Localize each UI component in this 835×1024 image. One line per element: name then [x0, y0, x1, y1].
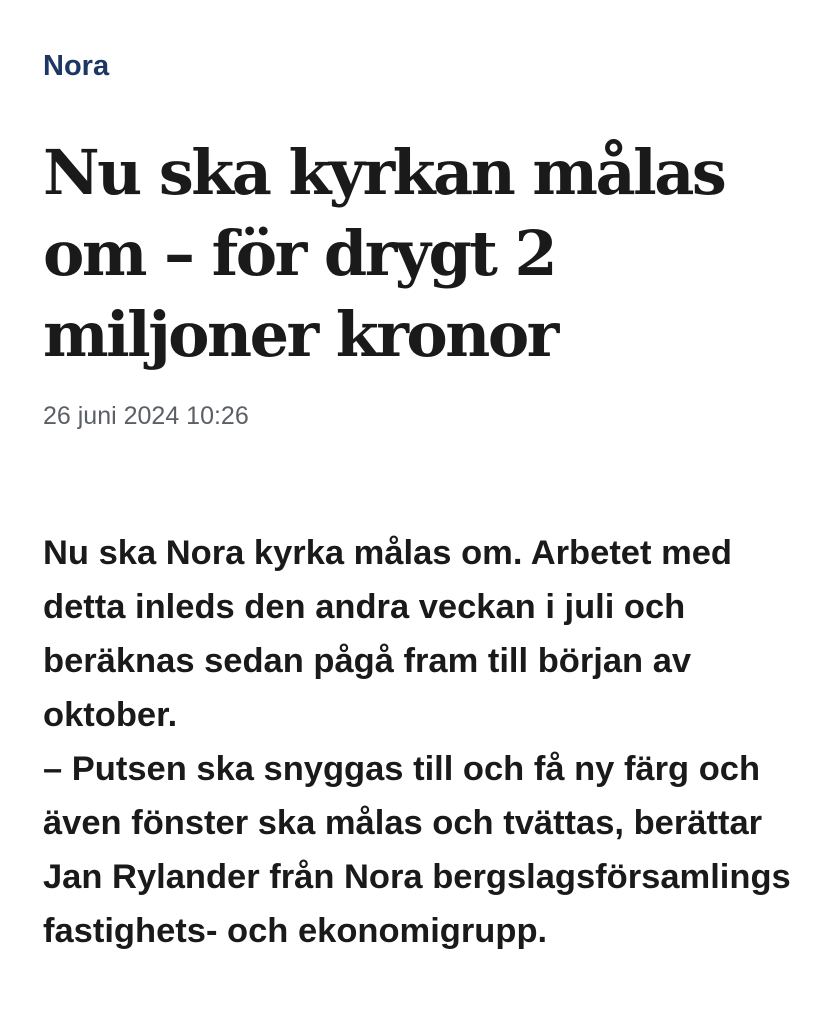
lead-quote-paragraph: – Putsen ska snyggas till och få ny färg och även fönster ska målas och tvättas, berättar Jan Rylander från Nora bergslagsförsamlings fastighets- och ekonomigrupp.: [43, 750, 791, 950]
lead-paragraph: Nu ska Nora kyrka målas om. Arbetet med detta inleds den andra veckan i juli och beräknas sedan pågå fram till början av oktober.: [43, 534, 733, 734]
section-link[interactable]: Nora: [43, 50, 110, 82]
publish-timestamp: 26 juni 2024 10:26: [43, 402, 249, 430]
article-headline: Nu ska kyrkan målas om – för drygt 2 miljoner kronor: [43, 136, 725, 371]
article-lead: [43, 526, 803, 958]
